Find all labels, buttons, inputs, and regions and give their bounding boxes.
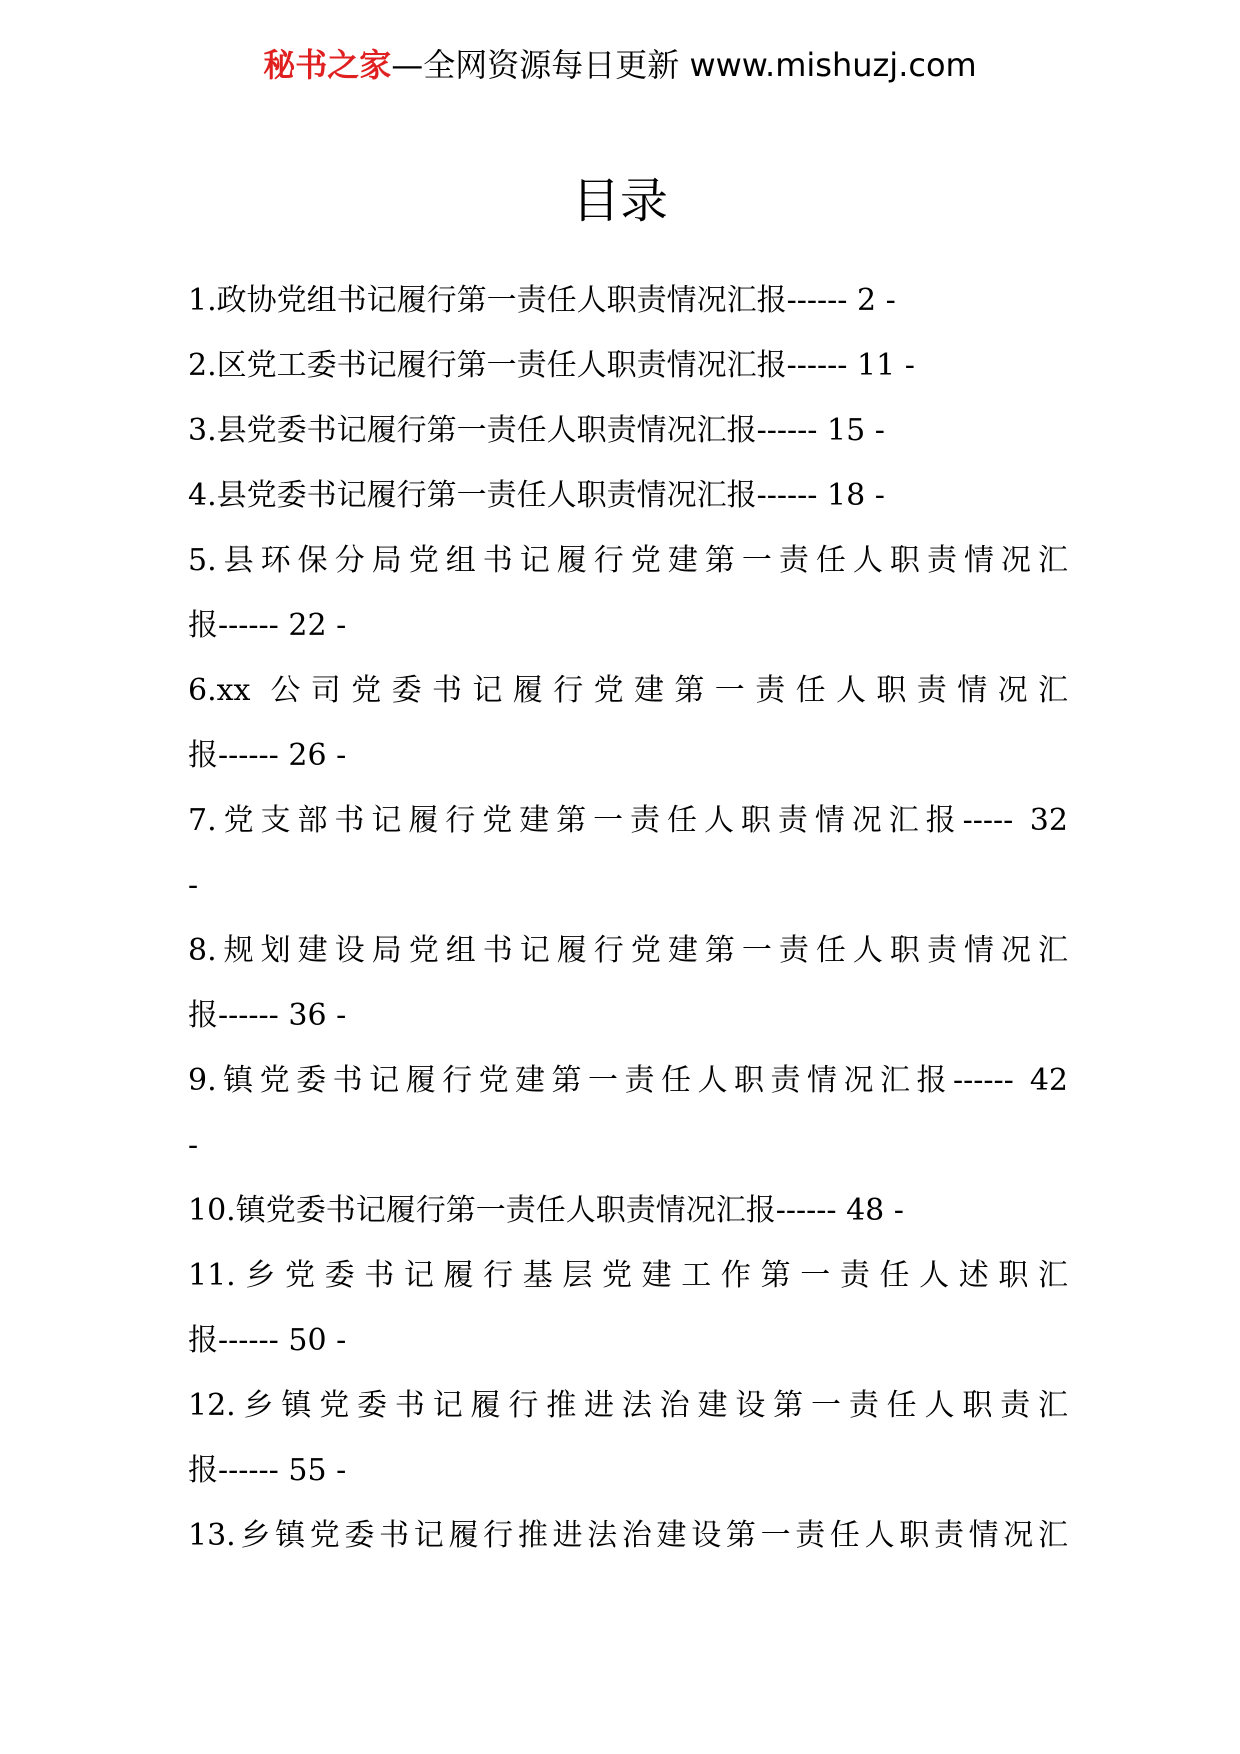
header-tagline: —全网资源每日更新 www.mishuzj.com: [391, 46, 977, 84]
toc-entry-8[interactable]: 8.规划建设局党组书记履行党建第一责任人职责情况汇: [188, 933, 1068, 968]
brand-name: 秘书之家: [263, 46, 392, 84]
toc-entry-7[interactable]: 7.党支部书记履行党建第一责任人职责情况汇报----- 32: [188, 803, 1068, 838]
toc-entry-5[interactable]: 5.县环保分局党组书记履行党建第一责任人职责情况汇: [188, 543, 1068, 578]
toc-entry-4[interactable]: 4.县党委书记履行第一责任人职责情况汇报------ 18 -: [188, 478, 885, 513]
toc-entry-3[interactable]: 3.县党委书记履行第一责任人职责情况汇报------ 15 -: [188, 413, 885, 448]
toc-entry-9[interactable]: 9.镇党委书记履行党建第一责任人职责情况汇报------ 42: [188, 1063, 1068, 1098]
toc-entry-1[interactable]: 1.政协党组书记履行第一责任人职责情况汇报------ 2 -: [188, 283, 896, 318]
toc-entry-7-cont[interactable]: -: [188, 868, 199, 903]
toc-entry-11[interactable]: 11.乡党委书记履行基层党建工作第一责任人述职汇: [188, 1258, 1068, 1293]
page-header: [0, 40, 1240, 86]
toc-entry-10[interactable]: 10.镇党委书记履行第一责任人职责情况汇报------ 48 -: [188, 1193, 904, 1228]
toc-entry-12-cont[interactable]: 报------ 55 -: [188, 1453, 347, 1488]
toc-entry-9-cont[interactable]: -: [188, 1128, 199, 1163]
toc-entry-11-cont[interactable]: 报------ 50 -: [188, 1323, 347, 1358]
toc-entry-2[interactable]: 2.区党工委书记履行第一责任人职责情况汇报------ 11 -: [188, 348, 915, 383]
toc-entry-12[interactable]: 12.乡镇党委书记履行推进法治建设第一责任人职责汇: [188, 1388, 1068, 1423]
toc-entry-8-cont[interactable]: 报------ 36 -: [188, 998, 347, 1033]
toc-entry-6[interactable]: 6.xx 公司党委书记履行党建第一责任人职责情况汇: [188, 673, 1068, 708]
toc-entry-5-cont[interactable]: 报------ 22 -: [188, 608, 347, 643]
toc-entry-6-cont[interactable]: 报------ 26 -: [188, 738, 347, 773]
toc-entry-13[interactable]: 13.乡镇党委书记履行推进法治建设第一责任人职责情况汇: [188, 1518, 1068, 1553]
table-of-contents: [188, 268, 1068, 1568]
page-title: 目录: [571, 173, 668, 229]
